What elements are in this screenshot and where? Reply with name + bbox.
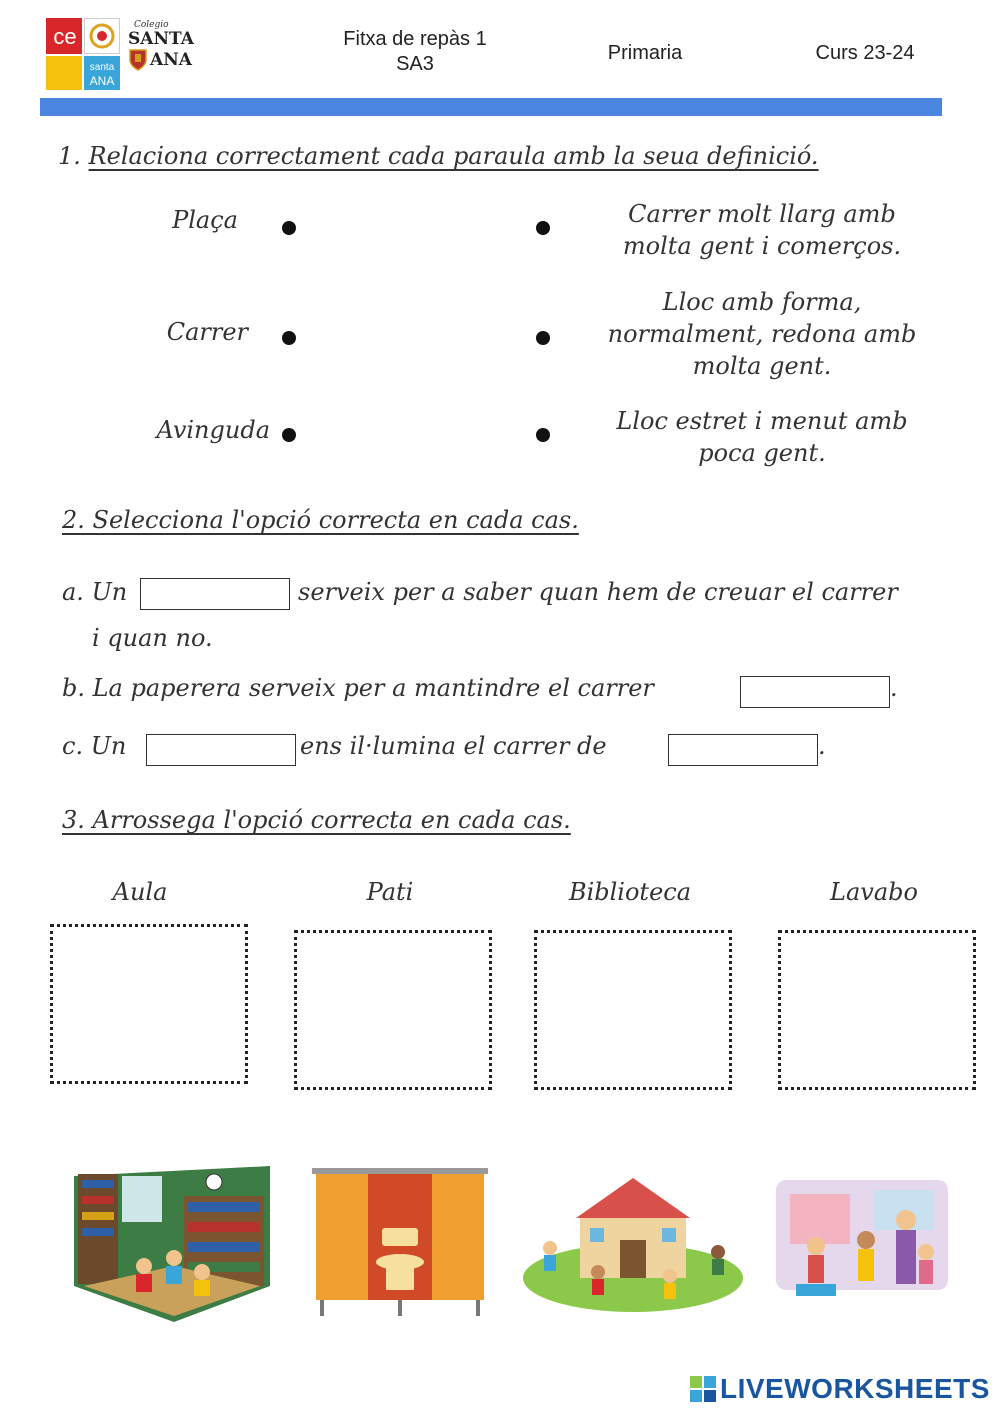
dropdown-c2[interactable] [668, 734, 818, 766]
school-playground-icon [520, 1168, 746, 1314]
sentence-a-start: a. Un [62, 578, 128, 606]
drop-zone-lavabo[interactable] [778, 930, 976, 1090]
match-dot-right-2[interactable] [536, 331, 550, 345]
match-dot-left-3[interactable] [282, 428, 296, 442]
sentence-b-start: b. La paperera serveix per a mantindre el carrer [62, 674, 654, 702]
school-crest [128, 20, 200, 90]
draggable-playground-image[interactable] [520, 1168, 746, 1314]
drop-zone-pati[interactable] [294, 930, 492, 1090]
dropdown-a[interactable] [140, 578, 290, 610]
word-carrer: Carrer [166, 318, 248, 346]
school-small-label: Colegio [134, 20, 169, 30]
draggable-handwashing-image[interactable] [776, 1180, 948, 1304]
sentence-c-start: c. Un [62, 732, 127, 760]
definition-2: Lloc amb forma, normalment, redona amb molta gent. [607, 288, 917, 380]
crest-icon [128, 48, 148, 72]
school-name-1: SANTA [128, 29, 194, 49]
liveworksheets-brand [690, 1372, 990, 1406]
liveworksheets-logo-icon [690, 1376, 716, 1402]
sentence-c-middle: ens il·lumina el carrer de [300, 732, 607, 760]
logo-ce-text: ce [53, 24, 77, 49]
sentence-b-end: . [890, 674, 898, 702]
sentence-a-line2: i quan no. [92, 624, 213, 652]
level-label: Primaria [607, 42, 683, 64]
exercise3-instruction: 3. Arrossega l'opció correcta en cada cas. [62, 806, 571, 834]
school-logo [46, 18, 120, 90]
match-dot-right-3[interactable] [536, 428, 550, 442]
brand-text: LIVEWORKSHEETS [720, 1373, 990, 1404]
category-pati: Pati [366, 878, 414, 906]
library-classroom-icon [74, 1166, 270, 1322]
definition-3: Lloc estret i menut amb poca gent. [616, 407, 908, 467]
dropdown-c1[interactable] [146, 734, 296, 766]
sentence-c-end: . [818, 732, 826, 760]
exercise1-instruction: Relaciona correctament cada paraula amb la seua definició. [88, 142, 819, 170]
worksheet-code: SA3 [396, 53, 434, 75]
course-label: Curs 23-24 [815, 42, 915, 64]
drop-zone-aula[interactable] [50, 924, 248, 1084]
category-aula: Aula [112, 878, 168, 906]
dropdown-b[interactable] [740, 676, 890, 708]
match-dot-left-1[interactable] [282, 221, 296, 235]
logo-ana-text: ANA [89, 74, 115, 88]
match-dot-left-2[interactable] [282, 331, 296, 345]
toilet-stalls-icon [312, 1168, 488, 1318]
header-bar [40, 98, 942, 116]
definition-1: Carrer molt llarg amb molta gent i comerços. [622, 200, 902, 260]
logo-santa-text: santa [89, 62, 115, 73]
word-placa: Plaça [172, 206, 238, 234]
drop-zone-biblioteca[interactable] [534, 930, 732, 1090]
draggable-library-image[interactable] [74, 1166, 270, 1322]
sentence-a-end: serveix per a saber quan hem de creuar el carrer [298, 578, 898, 606]
match-dot-right-1[interactable] [536, 221, 550, 235]
category-biblioteca: Biblioteca [568, 878, 692, 906]
word-avinguda: Avinguda [156, 416, 270, 444]
draggable-toilet-image[interactable] [312, 1168, 488, 1318]
exercise1-number: 1. [58, 142, 81, 170]
worksheet-title: Fitxa de repàs 1 [343, 28, 487, 50]
kids-washing-hands-icon [776, 1180, 948, 1304]
exercise2-instruction: 2. Selecciona l'opció correcta en cada cas. [62, 506, 579, 534]
school-name-2: ANA [150, 50, 192, 70]
category-lavabo: Lavabo [830, 878, 918, 906]
